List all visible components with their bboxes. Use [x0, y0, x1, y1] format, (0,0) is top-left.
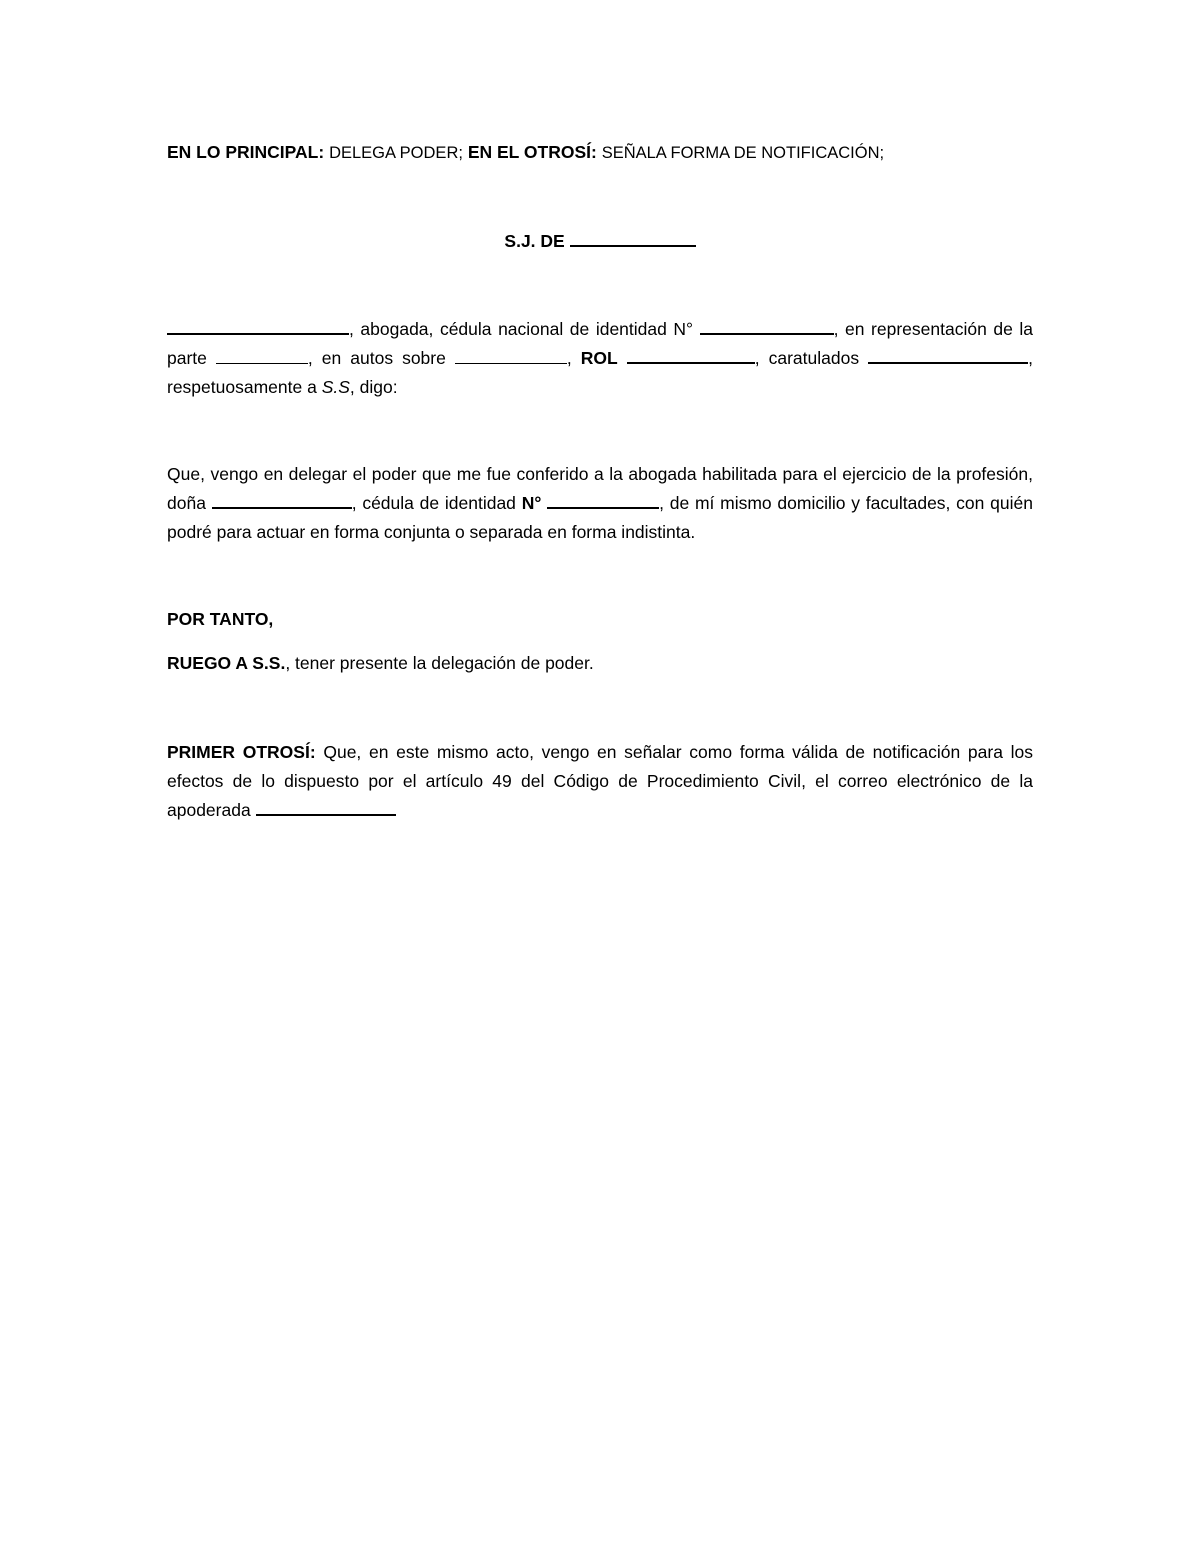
intro-text-1: , abogada, cédula nacional de identidad N°	[349, 319, 694, 339]
otrosi-text: SEÑALA FORMA DE NOTIFICACIÓN;	[601, 144, 885, 162]
id-number-blank	[700, 316, 834, 335]
primer-otrosi-text: Que, en este mismo acto, vengo en señalar como forma válida de notificación para los efectos de lo dispuesto por el artículo 49 del Código de Procedimiento Civil, el correo electrónico de la apoderada	[167, 742, 1033, 820]
ss-abbrev: S.S	[321, 377, 350, 397]
rol-label: ROL	[580, 348, 618, 368]
body1-text-1: Que, vengo en delegar el poder que me fue conferido a la abogada habilitada para el ejercicio de la profesión, doña	[167, 464, 1033, 513]
principal-text: DELEGA PODER;	[329, 144, 463, 162]
party-blank	[216, 346, 308, 364]
intro-text-6: , digo:	[349, 377, 398, 397]
primer-otrosi-paragraph	[167, 738, 1033, 825]
ruego-label: RUEGO A S.S.	[167, 653, 286, 673]
court-line	[167, 227, 1033, 256]
delegation-paragraph	[167, 460, 1033, 547]
rol-blank	[627, 345, 755, 364]
court-blank	[570, 228, 696, 247]
court-label: S.J. DE	[504, 231, 565, 251]
ruego-line	[167, 649, 1033, 678]
subject-blank	[455, 346, 567, 364]
intro-text-5: , respetuosamente a	[167, 348, 1033, 397]
body1-text-2: , cédula de identidad	[351, 493, 516, 513]
email-blank	[256, 797, 396, 816]
otrosi-label: EN EL OTROSÍ:	[467, 142, 597, 162]
por-tanto: POR TANTO,	[167, 609, 274, 629]
ruego-text: , tener presente la delegación de poder.	[285, 653, 594, 673]
delegate-id-blank	[547, 490, 659, 509]
intro-text-3: , en autos sobre	[307, 348, 446, 368]
n-label: N°	[521, 493, 542, 513]
name-blank	[167, 316, 349, 335]
principal-label: EN LO PRINCIPAL:	[167, 142, 325, 162]
body1-text-3: , de mí mismo domicilio y facultades, con quién podré para actuar en forma conjunta o separada en forma indistinta.	[167, 493, 1033, 542]
caratula-blank	[868, 345, 1028, 364]
primer-otrosi-label: PRIMER OTROSÍ:	[167, 742, 316, 762]
intro-text-4: , caratulados	[754, 348, 860, 368]
document-heading	[167, 138, 1033, 168]
intro-text-2: , en representación de la parte	[167, 319, 1033, 368]
delegate-name-blank	[212, 490, 352, 509]
intro-paragraph: , abogada, cédula nacional de identidad N° , en representación de la parte , en autos sobre , ROL , caratulados , respetuosamente a S.S, digo:	[167, 315, 1033, 402]
